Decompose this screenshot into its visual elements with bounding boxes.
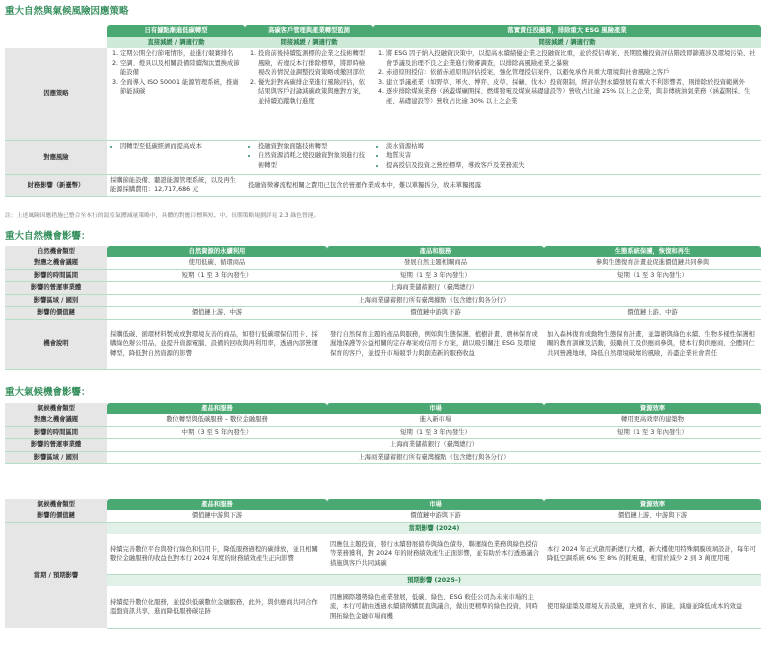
footnote: 註：上述風險因應措施已整合至本行的溫室氣體減量策略中，具體的對應目標與短、中、長期策略規劃詳見 2.3 綠色營運。	[5, 213, 320, 219]
cell: 採購低碳、循環材料製成或對環境友善的商品，如發行低碳環保信用卡、採購綠色辦公用品，並提升資源電腦、設備的回收與再利用率，透過內部營運轉型，降低對自然資源的影響	[107, 319, 327, 369]
strategy-cell: 1. 將 ESG 因子納入投融資決策中，以提高永續績優企業之投融資比重，並於授信專案、長期股權投資評估階段即篩選涉及環境污染、社會爭議及治理不良之企業進行徵審調查，以排除高風險產業之暴險 2. 赤道原則授信：依循赤道原則評估授案，強化管理授信案件，以避免承作具重大環境與社會風險之客戶 3. 建立爭議產業（如野草、軍火、博弈、皮草、採礦、伐木）投資限制，經評估對永續發展有重大不利影響者，則排除於投資範圍外 4. 逐步排除煤炭業務（涵蓋煤礦開採、燃煤發電及煤炭基礎建設等）營收占比逾 25% 以上之企業，與非傳統油氣業務（涵蓋開採、生產、基礎建設等）營收占比逾 30% 以上之企業	[373, 48, 761, 140]
cell: 持續完善數位平台與發行綠色和信用卡，降低服務過程的碳排放，並且相關數位金融服務的收益也對本行 2024 年度的財務績效產生正向影響	[107, 534, 327, 574]
cell: 上海商業儲蓄銀行所有臺灣據點（包含總行與各分行）	[107, 294, 761, 306]
cell: 使用低碳、循環商品	[107, 257, 327, 269]
cell: 價值鏈中游與下游	[327, 307, 544, 319]
cell: 價值鏈上游、中游	[107, 307, 327, 319]
strategy-cell: 1. 定期公開全行節電情形，並進行競賽排名 2. 空調、燈具以及相關設備陸續淘汰置換成節能設備 3. 全面導入 ISO 50001 能源管理系統，推廣節能減碳	[107, 48, 245, 140]
cell: 轉用更高效率的建築物	[544, 414, 761, 426]
strategy-table	[5, 25, 761, 197]
risk-cell: • 投融資對象面臨技術轉型 • 自然資源消耗之使投融資對象須進行技術轉型	[245, 140, 373, 174]
cell: 短期（1 至 3 年內發生）	[544, 269, 761, 281]
cell: 短期（1 至 3 年內發生）	[107, 269, 327, 281]
climate-opportunity-table	[5, 403, 761, 464]
row-label: 影響的價值鏈	[5, 510, 107, 522]
period-header: 預期影響 (2025–)	[107, 574, 761, 586]
cell: 價值鏈上游、中游	[544, 307, 761, 319]
row-label: 影響的營運事業體	[5, 282, 107, 294]
col-header: 自然資源的永續利用	[107, 246, 327, 257]
section-title-climate: 重大氣候機會影響：	[5, 387, 91, 398]
row-label: 對應風險	[5, 140, 107, 174]
row-label: 機會說明	[5, 319, 107, 369]
cell: 上海商業儲蓄銀行（臺灣總行）	[107, 439, 761, 451]
cell: 本行 2024 年正式啟用新總行大樓，新大樓使用特殊網膜玻璃設計，每年可降低空調系統 6% 至 8% 的耗電量，相當於減少 2 到 3 萬度用電	[544, 534, 761, 574]
risk-cell: • 淡水資源枯竭 • 地質災害 • 提高授信及投資之營控標準，導致客戶及業務流失	[373, 140, 761, 174]
row-label: 影響區域 / 國別	[5, 451, 107, 463]
col-header: 市場	[327, 499, 544, 510]
sub-header: 間接減緩 / 調適行動	[373, 37, 761, 48]
col-header: 產品和服務	[107, 499, 327, 510]
section-title-strategy: 重大自然與氣候風險因應策略	[5, 6, 129, 17]
cell: 發展自然主題相關商品	[327, 257, 544, 269]
row-label: 影響的營運事業體	[5, 439, 107, 451]
cell: 進入新市場	[327, 414, 544, 426]
row-label: 財務影響（新臺幣）	[5, 174, 107, 196]
cell: 上海商業儲蓄銀行（臺灣總行）	[107, 282, 761, 294]
cell: 中期（3 至 5 年內發生）	[107, 426, 327, 438]
col-header: 產品和服務	[327, 246, 544, 257]
col-header: 生態系統保護，恢復和再生	[544, 246, 761, 257]
row-label: 影響的時間區間	[5, 269, 107, 281]
col-header: 資源效率	[544, 499, 761, 510]
financial-cell: 採購節能設備、聽證能源管理系統，以及再生能源採購費用：12,717,686 元	[107, 174, 245, 196]
cell: 數位轉型與低碳服務 – 數位金融服務	[107, 414, 327, 426]
row-label: 對應之機會議題	[5, 414, 107, 426]
cell: 價值鏈中游與下游	[327, 510, 544, 522]
section-title-nature: 重大自然機會影響：	[5, 231, 91, 242]
col-header: 落實責任投融資，排除重大 ESG 風險產業	[373, 25, 761, 37]
row-label: 影響的時間區間	[5, 426, 107, 438]
cell: 短期（1 至 3 年內發生）	[544, 426, 761, 438]
row-label: 因應策略	[5, 48, 107, 140]
row-label: 對應之機會議題	[5, 257, 107, 269]
row-label: 影響區域 / 國別	[5, 294, 107, 306]
cell: 發行自然保育主題的產品與服務，例如與生態保護、植樹計畫、農林保育或濕地保護等公益相關的定存專案或信用卡方案，藉以吸引關注 ESG 及環境保育的客戶，並提升市場競爭力與創造新的服務收益	[327, 319, 544, 369]
sub-header: 直接減緩 / 調適行動	[107, 37, 245, 48]
sub-header: 間接減緩 / 調適行動	[245, 37, 373, 48]
cell: 參與生態復育計畫並促進價值鏈共同參與	[544, 257, 761, 269]
financial-cell: 投融資徵審流程相關之費用已包含於營運作業成本中，難以單獨拆分，故未單獨揭露	[245, 174, 761, 196]
nature-opportunity-table	[5, 246, 761, 370]
row-label: 當期 / 預期影響	[5, 522, 107, 628]
cell: 價值鏈上游、中游與下游	[544, 510, 761, 522]
row-label: 氣候機會類型	[5, 499, 107, 510]
col-header: 產品和服務	[107, 403, 327, 414]
col-header: 高碳客戶管理與產業轉型監測	[245, 25, 373, 37]
row-label: 自然機會類型	[5, 246, 107, 257]
period-header: 當期影響 (2024)	[107, 522, 761, 534]
risk-cell: • 因轉型至低碳經濟而提高成本	[107, 140, 245, 174]
cell: 持續提升數位化服務，並提供低碳數位金融服務，此外，與供應商共同合作溫盤資訊共享，進而降低服務碳足跡	[107, 586, 327, 628]
cell: 因應國際趨勢綠色產業發展，低碳、綠色、ESG 較佳公司為未來市場的主流，本行可藉由透過永續債徵購買直與議合，做出更精準的綠色投資，同時開拓綠色金融市場商機	[327, 586, 544, 628]
cell: 使用綠建築及環境友善設施，達到省水、節能，減廢並降低成本的效益	[544, 586, 761, 628]
cell: 加入森林復育或動物生態保育計畫，並籌辦與綠色永續、生物多樣性保護相關的教育訓練及活動，鼓勵員工及供應商參與，使本行與供應商、全體同仁共同營護地球，降低自然環境破壞的風險，善盡企業社會責任	[544, 319, 761, 369]
col-header: 資源效率	[544, 403, 761, 414]
cell: 因應包主題投資，發行永續發展債券與綠色債券，聯運綠色業務與綠色授信等業務獲利，對 2024 年的財務績效產生正面影響，並有助於本行透過議合措施與客戶共同減碳	[327, 534, 544, 574]
strategy-cell: 1. 投資前後持續監測標的企業之技術轉型風險，若違反本行排除標準，將即時檢視改善情況並調整投資策略或撤回部位 2. 優先針對高碳排企業進行風險評估，依結果與客戶討論減碳政策與應對方案，並持續追蹤執行進度	[245, 48, 373, 140]
col-header: 市場	[327, 403, 544, 414]
row-label: 影響的價值鏈	[5, 307, 107, 319]
cell: 短期（1 至 3 年內發生）	[327, 269, 544, 281]
climate-impact-table	[5, 499, 761, 629]
cell: 短期（1 至 3 年內發生）	[327, 426, 544, 438]
col-header: 日有據點漸進低碳轉型	[107, 25, 245, 37]
row-label: 氣候機會類型	[5, 403, 107, 414]
cell: 價值鏈中游與下游	[107, 510, 327, 522]
cell: 上海商業儲蓄銀行所有臺灣據點（包含總行與各分行）	[107, 451, 761, 463]
